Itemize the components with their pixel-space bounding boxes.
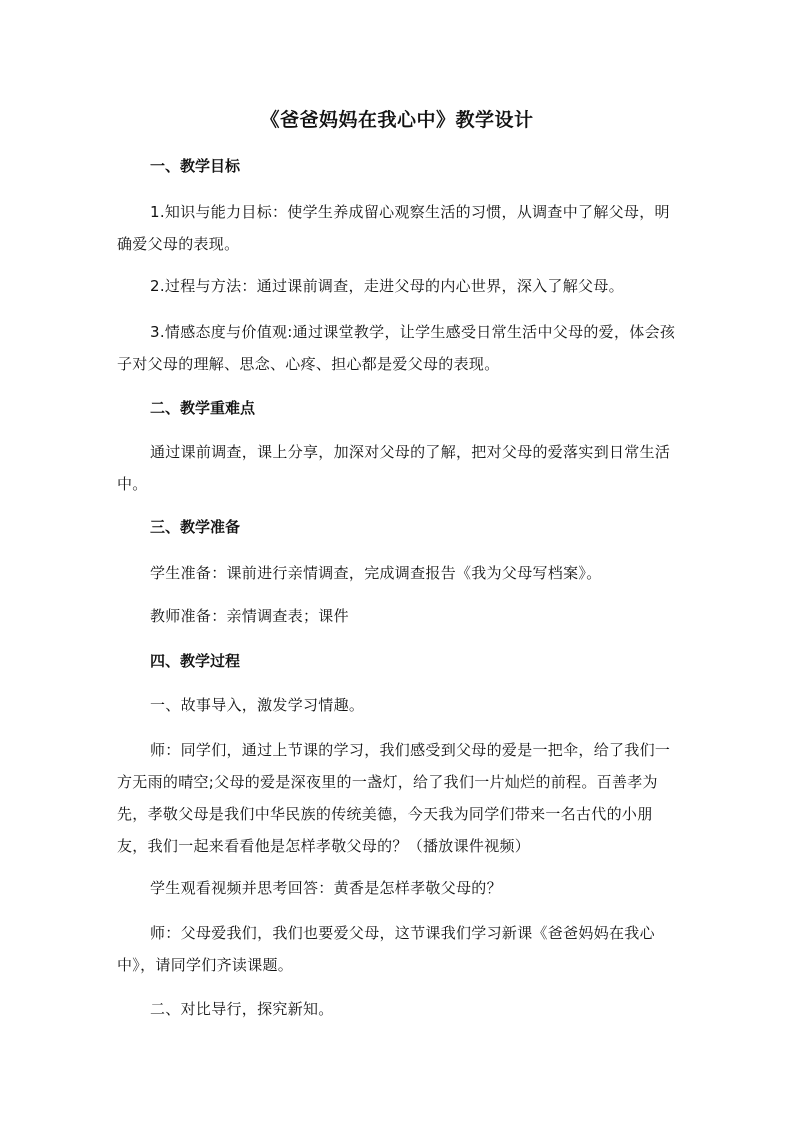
- document-title: 《爸爸妈妈在我心中》教学设计: [260, 109, 534, 131]
- key-points-text: 通过课前调查，课上分享，加深对父母的了解，把对父母的爱落实到日常生活中。: [117, 443, 671, 493]
- section-heading-preparation: 三、教学准备: [150, 518, 241, 536]
- goal-item-3: 3.情感态度与价值观:通过课堂教学，让学生感受日常生活中父母的爱，体会孩子对父母的理解、思念、心疼、担心都是爱父母的表现。: [117, 323, 676, 373]
- section-heading-key-points: 二、教学重难点: [150, 399, 256, 417]
- process-step-1: 一、故事导入，激发学习情趣。: [150, 696, 365, 714]
- process-paragraph-2: 学生观看视频并思考回答：黄香是怎样孝敬父母的？: [150, 879, 502, 897]
- teacher-preparation: 教师准备：亲情调查表；课件: [150, 607, 349, 625]
- section-heading-goals: 一、教学目标: [150, 157, 241, 175]
- process-paragraph-3: 师：父母爱我们，我们也要爱父母，这节课我们学习新课《爸爸妈妈在我心中》，请同学们齐读课题。: [117, 924, 655, 974]
- process-paragraph-1: 师：同学们，通过上节课的学习，我们感受到父母的爱是一把伞，给了我们一方无雨的晴空;父母的爱是深夜里的一盏灯，给了我们一片灿烂的前程。百善孝为先，孝敬父母是我们中华民族的传统美德，今天我为同学们带来一名古代的小朋友，我们一起来看看他是怎样孝敬父母的？（播放课件视频）: [117, 741, 671, 855]
- goal-item-2: 2.过程与方法：通过课前调查，走进父母的内心世界，深入了解父母。: [150, 277, 624, 295]
- section-heading-process: 四、教学过程: [150, 652, 241, 670]
- student-preparation: 学生准备：课前进行亲情调查，完成调查报告《我为父母写档案》。: [150, 564, 602, 582]
- goal-item-1: 1.知识与能力目标：使学生养成留心观察生活的习惯，从调查中了解父母，明确爱父母的表现。: [117, 203, 670, 253]
- process-step-2: 二、对比导行，探究新知。: [150, 1000, 334, 1018]
